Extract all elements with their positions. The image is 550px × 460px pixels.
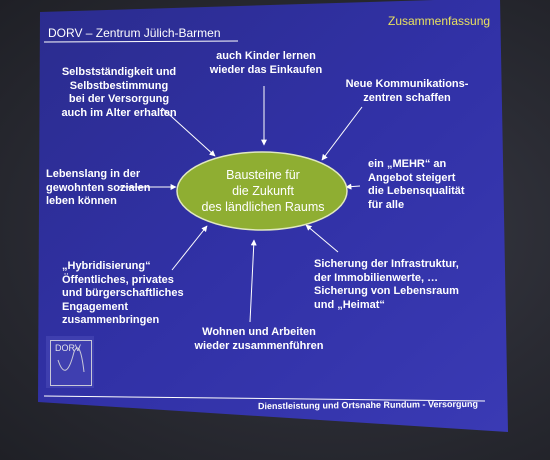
node-children-shopping (196, 50, 336, 77)
center-text-line: des ländlichen Raums (201, 200, 325, 214)
node-line: für alle (368, 198, 405, 211)
slide-title: DORV – Zentrum Jülich-Barmen (48, 26, 221, 40)
node-line: auch Kinder lernen (216, 50, 316, 62)
center-text (188, 167, 338, 215)
node-hybridization (62, 260, 192, 328)
node-line: Selbstbestimmung (69, 79, 169, 92)
node-line: auch im Alter erhalten (61, 106, 177, 119)
node-living-working (184, 326, 334, 353)
logo-text: DORV (55, 343, 81, 353)
node-line: Lebenslang in der (46, 168, 141, 180)
node-line: gewohnten sozialen (46, 181, 151, 194)
node-line: ein „MEHR“ an (368, 158, 447, 170)
node-line: Angebot steigert (368, 171, 456, 184)
node-self-determination (54, 66, 184, 120)
node-lifelong-living (46, 168, 176, 209)
node-line: Engagement (62, 300, 129, 313)
node-line: und „Heimat“ (314, 298, 385, 311)
node-line: zusammenbringen (62, 314, 160, 326)
node-line: Selbstständigkeit und (61, 66, 177, 78)
node-line: Öffentliches, privates (62, 273, 174, 286)
node-line: Wohnen und Arbeiten (202, 326, 316, 338)
node-line: „Hybridisierung“ (62, 260, 151, 272)
node-line: und bürgerschaftliches (62, 287, 184, 299)
node-line: wieder zusammenführen (194, 339, 324, 352)
dorv-logo (50, 340, 92, 386)
center-text-line: Bausteine für (226, 168, 300, 182)
node-line: die Lebensqualität (368, 185, 465, 197)
slide-heading: Zusammenfassung (388, 14, 491, 28)
node-line: Sicherung der Infrastruktur, (314, 258, 459, 270)
node-infrastructure (314, 258, 494, 312)
node-more-offer (368, 158, 498, 212)
node-line: wieder das Einkaufen (209, 63, 323, 76)
node-line: Neue Kommunikations- (345, 78, 469, 90)
node-line: leben können (46, 195, 117, 207)
node-communication-centers (332, 78, 482, 105)
node-line: bei der Versorgung (68, 93, 170, 105)
node-line: Sicherung von Lebensraum (314, 285, 459, 297)
node-line: zentren schaffen (363, 91, 451, 104)
slide-footer: Dienstleistung und Ortsnahe Rundum - Versorgung (257, 398, 479, 412)
center-text-line: die Zukunft (232, 184, 294, 198)
node-line: der Immobilienwerte, … (314, 271, 439, 284)
